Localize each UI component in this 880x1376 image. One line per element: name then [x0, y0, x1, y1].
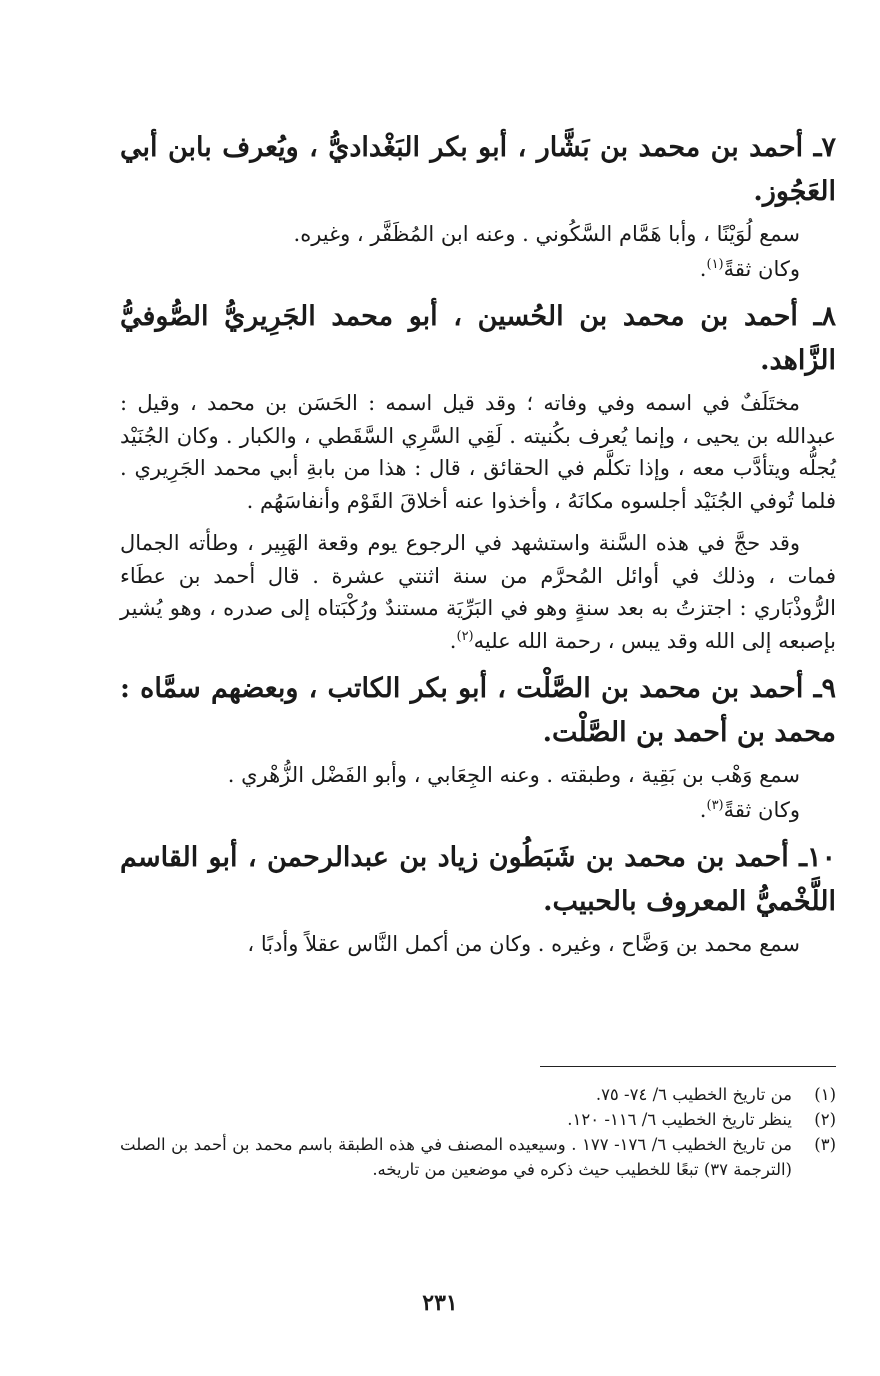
entry-heading: ١٠ـ أحمد بن محمد بن شَبَطُون زياد بن عبدالرحمن ، أبو القاسم اللَّخْميُّ المعروف بالحبيب. [120, 842, 836, 917]
entry-paragraph: سمع لُوَيْنًا ، وأبا هَمَّام السَّكُوني . وعنه ابن المُظَفَّر ، وغيره. [293, 222, 800, 246]
entry-paragraph: سمع محمد بن وَضَّاح ، وغيره . وكان من أكمل النَّاس عقلاً وأدبًا ، [247, 932, 800, 956]
entry-paragraph: وقد حجَّ في هذه السَّنة واستشهد في الرجوع يوم وقعة الهَبِير ، وطأته الجمال فمات ، وذلك في أوائل المُحرَّم من سنة اثنتي عشرة . قال أحمد بن عطَاء الرُّوذْبَاري : اجتزتُ به بعد سنةٍ وهو في البَرِّيَة مستندٌ ورُكْبَتاه إلى صدره ، وهو يُشير بإصبعه إلى الله وقد يبس ، رحمة الله عليه$^{(٢)}$. [120, 531, 836, 653]
entry-paragraph: سمع وَهْب بن بَقِية ، وطبقته . وعنه الجِعَابي ، وأبو الفَضْل الزُّهْري . [227, 763, 800, 787]
entry-7 [120, 126, 836, 285]
footnote-number: (٢) [814, 1110, 836, 1129]
page-body [120, 126, 836, 971]
footnote-text: من تاريخ الخطيب ٦/ ٧٤- ٧٥. [595, 1085, 792, 1104]
footnote-item [120, 1132, 836, 1182]
entry-heading: ٨ـ أحمد بن محمد بن الحُسين ، أبو محمد الجَرِيريُّ الصُّوفيُّ الزَّاهد. [120, 301, 836, 376]
entry-paragraph: وكان ثقةً$^{(١)}$. [699, 256, 800, 281]
footnotes [120, 1082, 836, 1182]
footnote-item [120, 1107, 836, 1132]
entry-paragraph-text: وكان ثقةً [723, 797, 800, 822]
page-number: ٢٣١ [422, 1290, 458, 1316]
footnote-divider [540, 1066, 836, 1067]
entry-paragraph: وكان ثقةً$^{(٣)}$. [699, 797, 800, 822]
footnote-ref[interactable]: (١) [706, 256, 724, 272]
footnote-item [120, 1082, 836, 1107]
footnote-number: (٣) [814, 1135, 836, 1154]
footnote-number: (١) [814, 1085, 836, 1104]
entry-10 [120, 836, 836, 961]
entry-heading: ٩ـ أحمد بن محمد بن الصَّلْت ، أبو بكر الكاتب ، وبعضهم سمَّاه : محمد بن أحمد بن الصَّلْت. [120, 673, 836, 748]
entry-heading: ٧ـ أحمد بن محمد بن بَشَّار ، أبو بكر البَغْداديُّ ، ويُعرف بابن أبي العَجُوز. [120, 132, 836, 207]
entry-9 [120, 667, 836, 826]
entry-8 [120, 295, 836, 657]
entry-paragraph-text: وكان ثقةً [723, 256, 800, 281]
footnote-ref[interactable]: (٣) [706, 797, 724, 813]
entry-paragraph-text: وقد حجَّ في هذه السَّنة واستشهد في الرجوع يوم وقعة الهَبِير ، وطأته الجمال فمات ، وذلك في أوائل المُحرَّم من سنة اثنتي عشرة . قال أحمد بن عطَاء الرُّوذْبَاري : اجتزتُ به بعد سنةٍ وهو في البَرِّيَة مستندٌ ورُكْبَتاه إلى صدره ، وهو يُشير بإصبعه إلى الله وقد يبس ، رحمة الله عليه [120, 531, 836, 653]
footnote-ref[interactable]: (٢) [456, 628, 474, 644]
footnote-text: ينظر تاريخ الخطيب ٦/ ١١٦- ١٢٠. [567, 1110, 792, 1129]
footnote-text: من تاريخ الخطيب ٦/ ١٧٦- ١٧٧ . وسيعيده المصنف في هذه الطبقة باسم محمد بن أحمد بن الصلت (الترجمة ٣٧) تبعًا للخطيب حيث ذكره في موضعين من تاريخه. [120, 1135, 792, 1179]
entry-paragraph: مختَلَفٌ في اسمه وفي وفاته ؛ وقد قيل اسمه : الحَسَن بن محمد ، وقيل : عبدالله بن يحيى ، وإنما يُعرف بكُنيته . لَقِي السَّرِي السَّقَطي ، والكبار . وكان الجُنَيْد يُجلُّه ويتأدَّب معه ، وإذا تكلَّم في الحقائق ، قال : هذا من بابةِ أبي محمد الجَرِيري . فلما تُوفي الجُنَيْد أجلسوه مكانَهُ ، وأخذوا عنه أخلاقَ القَوْم وأنفاسَهُم . [120, 391, 836, 513]
